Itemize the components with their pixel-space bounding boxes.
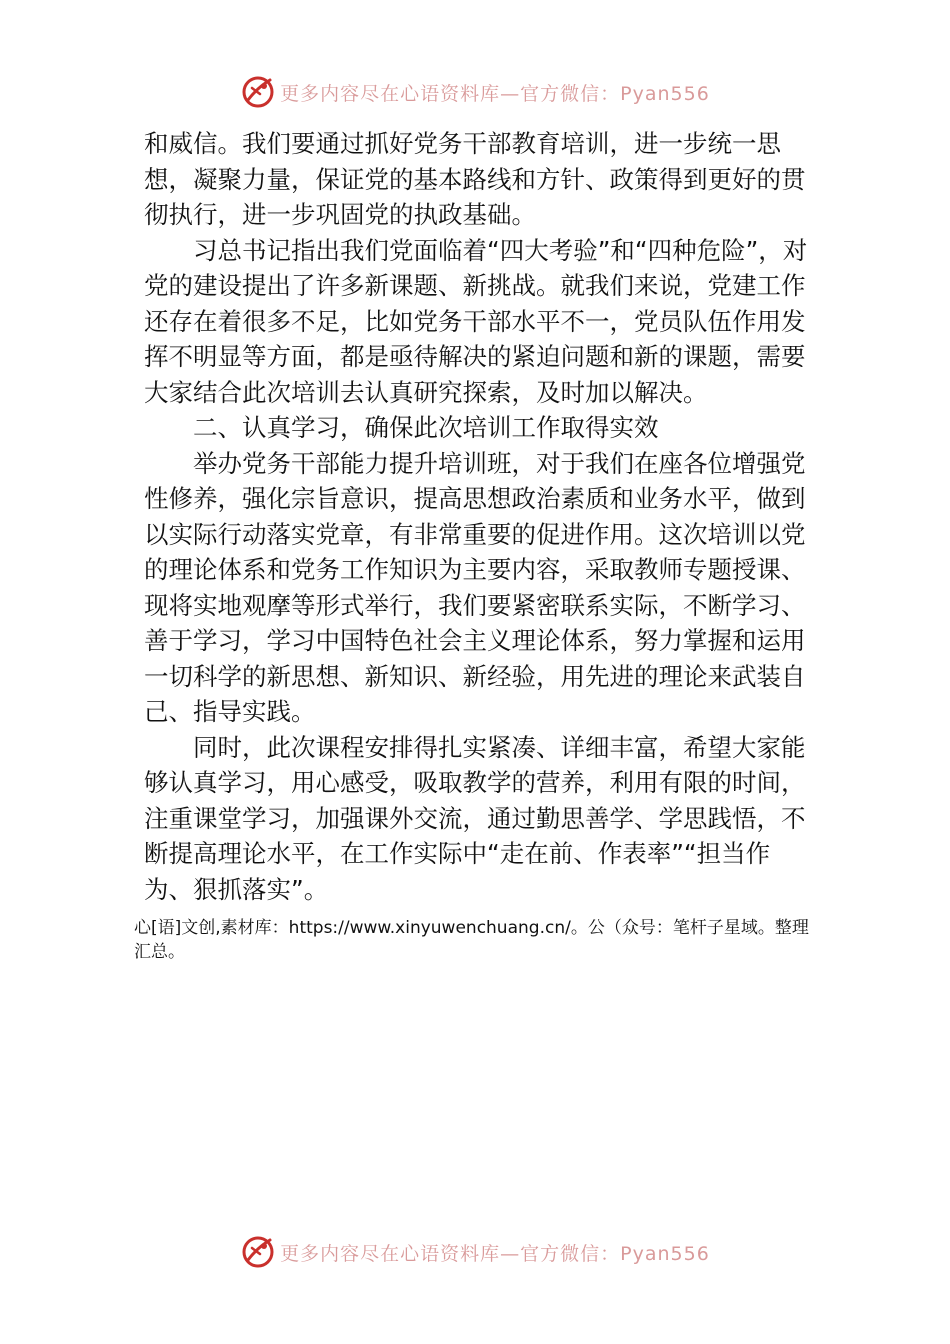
- watermark-text: [280, 1239, 710, 1266]
- header-watermark: [0, 72, 950, 112]
- paragraph-3: 举办党务干部能力提升培训班，对于我们在座各位增强党性修养，强化宗旨意识，提高思想政治素质和业务水平，做到以实际行动落实党章，有非常重要的促进作用。这次培训以党的理论体系和党务工作知识为主要内容，采取教师专题授课、现将实地观摩等形式举行，我们要紧密联系实际，不断学习、善于学习，学习中国特色社会主义理论体系，努力掌握和运用一切科学的新思想、新知识、新经验，用先进的理论来武装自己、指导实践。: [144, 448, 806, 726]
- footer-watermark: [0, 1232, 950, 1272]
- watermark-text-id: Pyan556: [620, 1242, 710, 1265]
- watermark-text: [280, 79, 710, 106]
- paragraph-4: 同时，此次课程安排得扎实紧凑、详细丰富，希望大家能够认真学习，用心感受，吸取教学的营养，利用有限的时间，注重课堂学习，加强课外交流，通过勤思善学、学思践悟，不断提高理论水平，在工作实际中“走在前、作表率”“担当作为、狠抓落实”。: [144, 732, 806, 904]
- watermark-text-cn: 更多内容尽在心语资料库—官方微信：: [280, 1242, 621, 1265]
- watermark-logo-icon: [240, 74, 276, 110]
- watermark-text-id: Pyan556: [620, 82, 710, 105]
- paragraph-2: 习总书记指出我们党面临着“四大考验”和“四种危险”，对党的建设提出了许多新课题、新挑战。就我们来说，党建工作还存在着很多不足，比如党务干部水平不一，党员队伍作用发挥不明显等方面，都是亟待解决的紧迫问题和新的课题，需要大家结合此次培训去认真研究探索，及时加以解决。: [144, 235, 808, 407]
- watermark-text-cn: 更多内容尽在心语资料库—官方微信：: [280, 82, 621, 105]
- watermark-logo-icon: [240, 1234, 276, 1270]
- section-heading-2: 二、认真学习，确保此次培训工作取得实效: [193, 413, 659, 442]
- paragraph-1: 和威信。我们要通过抓好党务干部教育培训，进一步统一思想，凝聚力量，保证党的基本路线和方针、政策得到更好的贯彻执行，进一步巩固党的执政基础。: [144, 129, 806, 229]
- document-body: [144, 126, 814, 907]
- source-footnote: 心[语]文创,素材库：https://www.xinyuwenchuang.cn/。公（众号：笔杆子星域。整理汇总。: [134, 918, 809, 962]
